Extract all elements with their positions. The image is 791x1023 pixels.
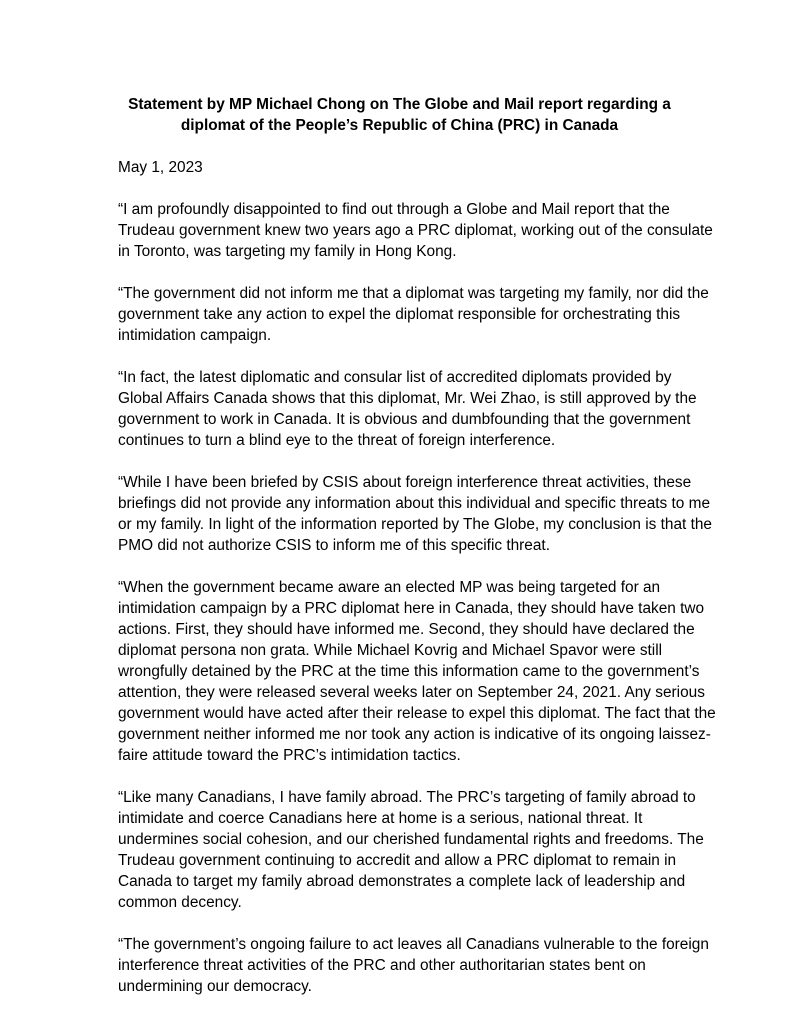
paragraph-line: government would have acted after their release to expel this diplomat. The fact that the xyxy=(118,705,716,722)
statement-date: May 1, 2023 xyxy=(118,159,203,176)
paragraph-line: Trudeau government continuing to accredit and allow a PRC diplomat to remain in xyxy=(118,852,677,869)
paragraph-4 xyxy=(118,472,712,556)
paragraph-6 xyxy=(118,787,704,913)
paragraph-line: common decency. xyxy=(118,894,242,911)
paragraph-line: intimidate and coerce Canadians here at home is a serious, national threat. It xyxy=(118,810,643,827)
paragraph-line: “While I have been briefed by CSIS about foreign interference threat activities, these xyxy=(118,474,692,491)
paragraph-line: Global Affairs Canada shows that this diplomat, Mr. Wei Zhao, is still approved by the xyxy=(118,390,697,407)
title-line: Statement by MP Michael Chong on The Globe and Mail report regarding a xyxy=(128,96,671,113)
paragraph-line: “Like many Canadians, I have family abroad. The PRC’s targeting of family abroad to xyxy=(118,789,696,806)
paragraph-5 xyxy=(118,577,716,766)
paragraph-line: “In fact, the latest diplomatic and consular list of accredited diplomats provided by xyxy=(118,369,672,386)
title-line: diplomat of the People’s Republic of China (PRC) in Canada xyxy=(180,117,619,134)
paragraph-line: faire attitude toward the PRC’s intimidation tactics. xyxy=(118,747,461,764)
paragraph-3 xyxy=(118,367,697,451)
paragraph-line: diplomat persona non grata. While Michael Kovrig and Michael Spavor were still xyxy=(118,642,663,659)
paragraph-line: government neither informed me nor took any action is indicative of its ongoing laissez- xyxy=(118,726,711,743)
paragraph-line: government take any action to expel the diplomat responsible for orchestrating this xyxy=(118,306,681,323)
paragraph-line: “I am profoundly disappointed to find out through a Globe and Mail report that the xyxy=(118,201,670,218)
paragraph-line: PMO did not authorize CSIS to inform me of this specific threat. xyxy=(118,537,550,554)
statement-title xyxy=(118,94,681,136)
paragraph-line: intimidation campaign by a PRC diplomat here in Canada, they should have taken two xyxy=(118,600,705,617)
paragraph-line: in Toronto, was targeting my family in Hong Kong. xyxy=(118,243,457,260)
paragraph-line: wrongfully detained by the PRC at the time this information came to the government’s xyxy=(118,663,700,680)
paragraph-line: continues to turn a blind eye to the threat of foreign interference. xyxy=(118,432,556,449)
paragraph-line: actions. First, they should have informed me. Second, they should have declared the xyxy=(118,621,695,638)
paragraph-line: interference threat activities of the PRC and other authoritarian states bent on xyxy=(118,957,646,974)
paragraph-line: briefings did not provide any information about this individual and specific threats to me xyxy=(118,495,711,512)
paragraph-2 xyxy=(118,283,709,346)
paragraph-line: undermining our democracy. xyxy=(118,978,312,995)
paragraph-1 xyxy=(118,199,713,262)
paragraph-7 xyxy=(118,934,709,997)
paragraph-line: Trudeau government knew two years ago a PRC diplomat, working out of the consulate xyxy=(118,222,713,239)
paragraph-line: government to work in Canada. It is obvious and dumbfounding that the government xyxy=(118,411,691,428)
paragraph-line: “When the government became aware an elected MP was being targeted for an xyxy=(118,579,661,596)
paragraph-line: Canada to target my family abroad demonstrates a complete lack of leadership and xyxy=(118,873,686,890)
paragraph-line: “The government’s ongoing failure to act leaves all Canadians vulnerable to the foreign xyxy=(118,936,709,953)
paragraph-line: “The government did not inform me that a diplomat was targeting my family, nor did the xyxy=(118,285,709,302)
paragraph-line: or my family. In light of the information reported by The Globe, my conclusion is that the xyxy=(118,516,712,533)
paragraph-line: intimidation campaign. xyxy=(118,327,272,344)
paragraph-line: attention, they were released several weeks later on September 24, 2021. Any serious xyxy=(118,684,705,701)
paragraph-line: undermines social cohesion, and our cherished fundamental rights and freedoms. The xyxy=(118,831,704,848)
